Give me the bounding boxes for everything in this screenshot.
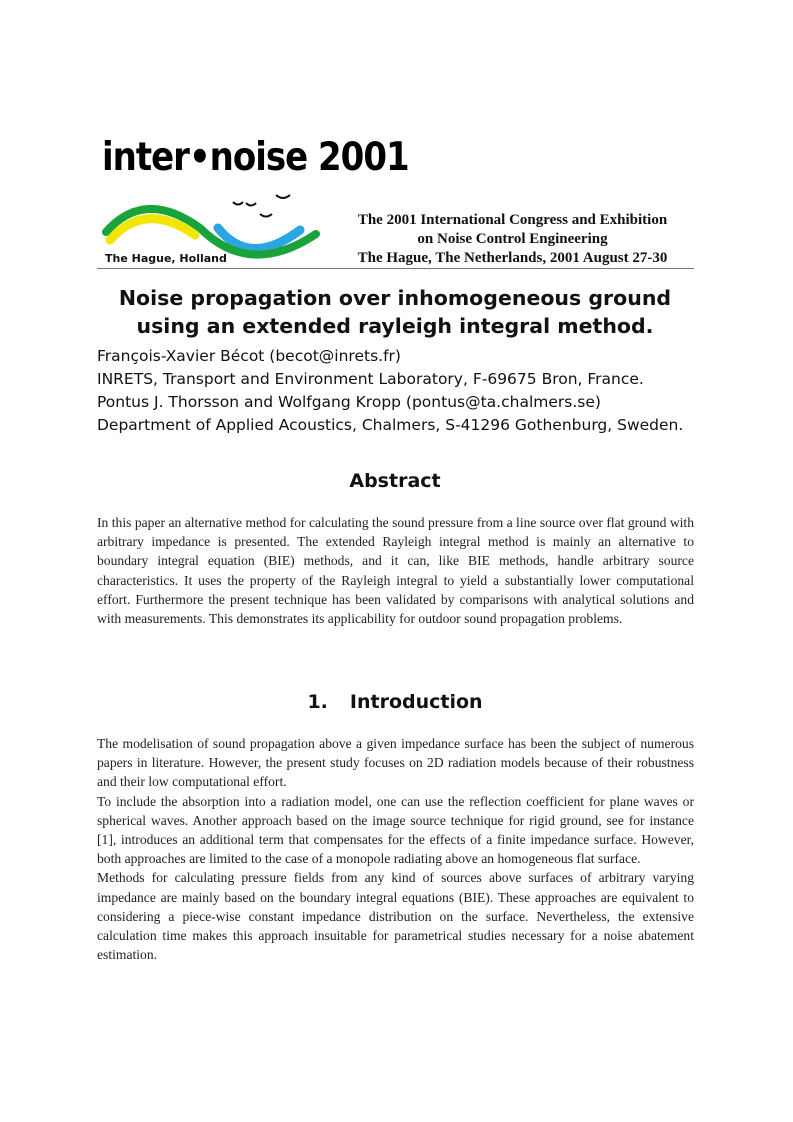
conference-line-2: on Noise Control Engineering	[417, 231, 608, 247]
intro-paragraph-2: To include the absorption into a radiation model, one can use the reflection coefficient for plane waves or spherical waves. Another approach based on the image source technique for rigid ground, see for instance [1], introduces an additional term that compensates for the effects of a finite impedance surface. However, both approaches are limited to the case of a monopole radiating above an homogeneous flat surface.	[97, 793, 694, 867]
conference-info	[330, 211, 695, 268]
header-divider	[97, 268, 694, 269]
intro-paragraph-3: Methods for calculating pressure fields from any kind of sources above surfaces of arbitrary varying impedance are mainly based on the boundary integral equations (BIE). These approaches are equivalent to considering a piece-wise constant impedance distribution on the surface. Nevertheless, the extensive calculation time makes this approach insuitable for parametrical studies necessary for a noise abatement estimation.	[97, 870, 694, 963]
author-block	[97, 345, 717, 437]
section-title: Introduction	[349, 691, 483, 713]
conference-line-1: The 2001 International Congress and Exhibition	[357, 212, 668, 228]
conference-logo-text: inter•noise 2001	[102, 134, 409, 181]
intro-paragraph-1: The modelisation of sound propagation above a given impedance surface has been the subject of numerous papers in literature. However, the present study focuses on 2D radiation models because of their robustness and their low computational effort.	[97, 736, 694, 790]
conference-line-3: The Hague, The Netherlands, 2001 August 27-30	[357, 250, 668, 266]
author-line-3: Pontus J. Thorsson and Wolfgang Kropp (pontus@ta.chalmers.se)	[97, 393, 601, 411]
section-heading-introduction	[96, 691, 694, 713]
introduction-text	[97, 734, 694, 964]
abstract-heading: Abstract	[349, 470, 441, 492]
conference-logo-waves-icon	[100, 190, 325, 260]
author-line-2: INRETS, Transport and Environment Laboratory, F-69675 Bron, France.	[97, 370, 644, 388]
author-line-4: Department of Applied Acoustics, Chalmers, S-41296 Gothenburg, Sweden.	[97, 416, 684, 434]
abstract-text	[97, 513, 694, 628]
paper-title: Noise propagation over inhomogeneous ground using an extended rayleigh integral method.	[118, 286, 672, 338]
abstract-paragraph: In this paper an alternative method for calculating the sound pressure from a line source over flat ground with arbitrary impedance is presented. The extended Rayleigh integral method is mainly an alternative to boundary integral equation (BIE) methods, and it can, like BIE methods, handle arbitrary source characteristics. It uses the property of the Rayleigh integral to yield a substantially lower computational effort. Furthermore the present technique has been validated by comparisons with analytical solutions and with measurements. This demonstrates its applicability for outdoor sound propagation problems.	[97, 515, 694, 627]
logo-city-label: The Hague, Holland	[105, 252, 227, 265]
author-line-1: François-Xavier Bécot (becot@inrets.fr)	[97, 347, 401, 365]
section-number: 1.	[307, 691, 328, 713]
